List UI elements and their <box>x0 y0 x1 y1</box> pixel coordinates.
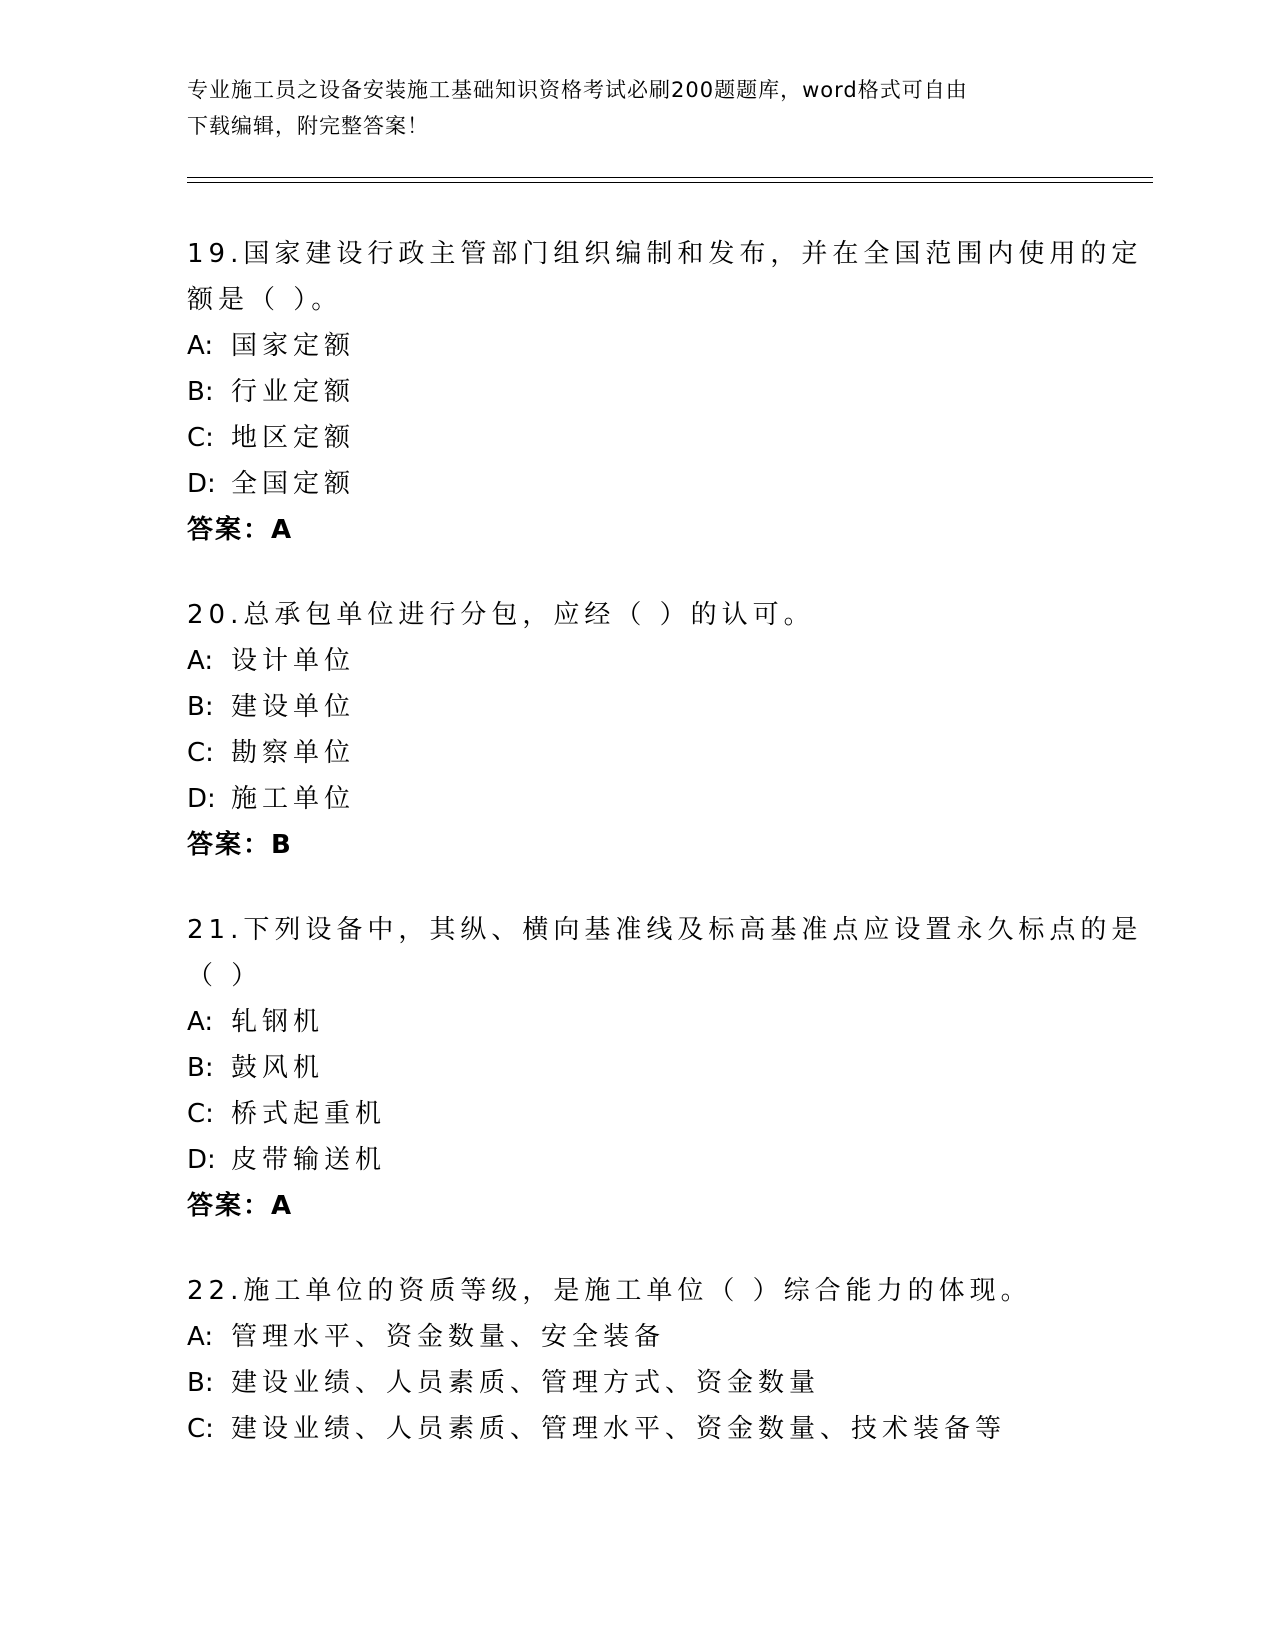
option-text: 地区定额 <box>231 423 356 453</box>
answer-label: 答案：B <box>187 830 293 860</box>
option-letter: A: <box>187 1322 214 1352</box>
question-stem <box>187 1268 1087 1314</box>
option-d <box>187 776 1087 822</box>
option-b <box>187 1360 1087 1406</box>
option-letter: C: <box>187 1414 214 1444</box>
option-letter: A: <box>187 646 214 676</box>
option-letter: B: <box>187 1053 214 1083</box>
option-letter: D: <box>187 1145 216 1175</box>
option-letter: B: <box>187 377 214 407</box>
question-20 <box>187 592 1087 868</box>
option-a <box>187 999 1087 1045</box>
question-stem <box>187 592 1087 638</box>
header-line-1: 专业施工员之设备安装施工基础知识资格考试必刷200题题库，word格式可自由 <box>187 78 968 102</box>
question-stem-line: 额是（ ）。 <box>187 285 343 315</box>
option-letter: B: <box>187 692 214 722</box>
option-d <box>187 1137 1087 1183</box>
option-text: 全国定额 <box>231 469 356 499</box>
document-header <box>187 72 1087 144</box>
question-stem-line: 20.总承包单位进行分包，应经（ ）的认可。 <box>187 600 815 630</box>
option-letter: A: <box>187 1007 214 1037</box>
option-a <box>187 1314 1087 1360</box>
option-letter: A: <box>187 331 214 361</box>
option-b <box>187 1045 1087 1091</box>
option-a <box>187 638 1087 684</box>
option-text: 鼓风机 <box>231 1053 325 1083</box>
option-letter: D: <box>187 784 216 814</box>
option-b <box>187 684 1087 730</box>
option-text: 建设业绩、人员素质、管理水平、资金数量、技术装备等 <box>231 1414 1007 1444</box>
question-stem-line: 22.施工单位的资质等级，是施工单位（ ）综合能力的体现。 <box>187 1276 1032 1306</box>
question-21 <box>187 907 1143 1229</box>
question-stem-line: 19.国家建设行政主管部门组织编制和发布，并在全国范围内使用的定 <box>187 239 1143 269</box>
option-letter: C: <box>187 423 214 453</box>
answer-label: 答案：A <box>187 515 294 545</box>
option-d <box>187 461 1087 507</box>
option-text: 勘察单位 <box>231 738 356 768</box>
header-divider-bottom <box>187 182 1153 183</box>
question-stem <box>187 907 1143 999</box>
question-22 <box>187 1268 1087 1452</box>
option-c <box>187 1091 1087 1137</box>
option-letter: C: <box>187 1099 214 1129</box>
question-stem <box>187 231 1143 323</box>
option-text: 行业定额 <box>231 377 356 407</box>
option-text: 管理水平、资金数量、安全装备 <box>231 1322 666 1352</box>
question-stem-line: （ ） <box>187 961 263 991</box>
option-text: 设计单位 <box>231 646 356 676</box>
option-text: 建设业绩、人员素质、管理方式、资金数量 <box>231 1368 821 1398</box>
header-line-2: 下载编辑，附完整答案！ <box>187 114 429 138</box>
option-letter: B: <box>187 1368 214 1398</box>
question-stem-line: 21.下列设备中，其纵、横向基准线及标高基准点应设置永久标点的是 <box>187 915 1143 945</box>
option-letter: C: <box>187 738 214 768</box>
option-text: 皮带输送机 <box>231 1145 387 1175</box>
option-text: 轧钢机 <box>231 1007 325 1037</box>
option-text: 建设单位 <box>231 692 356 722</box>
answer-label: 答案：A <box>187 1191 294 1221</box>
question-19 <box>187 231 1143 553</box>
option-a <box>187 323 1087 369</box>
option-text: 国家定额 <box>231 331 356 361</box>
header-divider-top <box>187 177 1153 178</box>
option-c <box>187 730 1087 776</box>
option-letter: D: <box>187 469 216 499</box>
option-text: 桥式起重机 <box>231 1099 387 1129</box>
option-c <box>187 1406 1087 1452</box>
option-c <box>187 415 1087 461</box>
option-text: 施工单位 <box>231 784 356 814</box>
question-list <box>187 231 1143 1491</box>
option-b <box>187 369 1087 415</box>
